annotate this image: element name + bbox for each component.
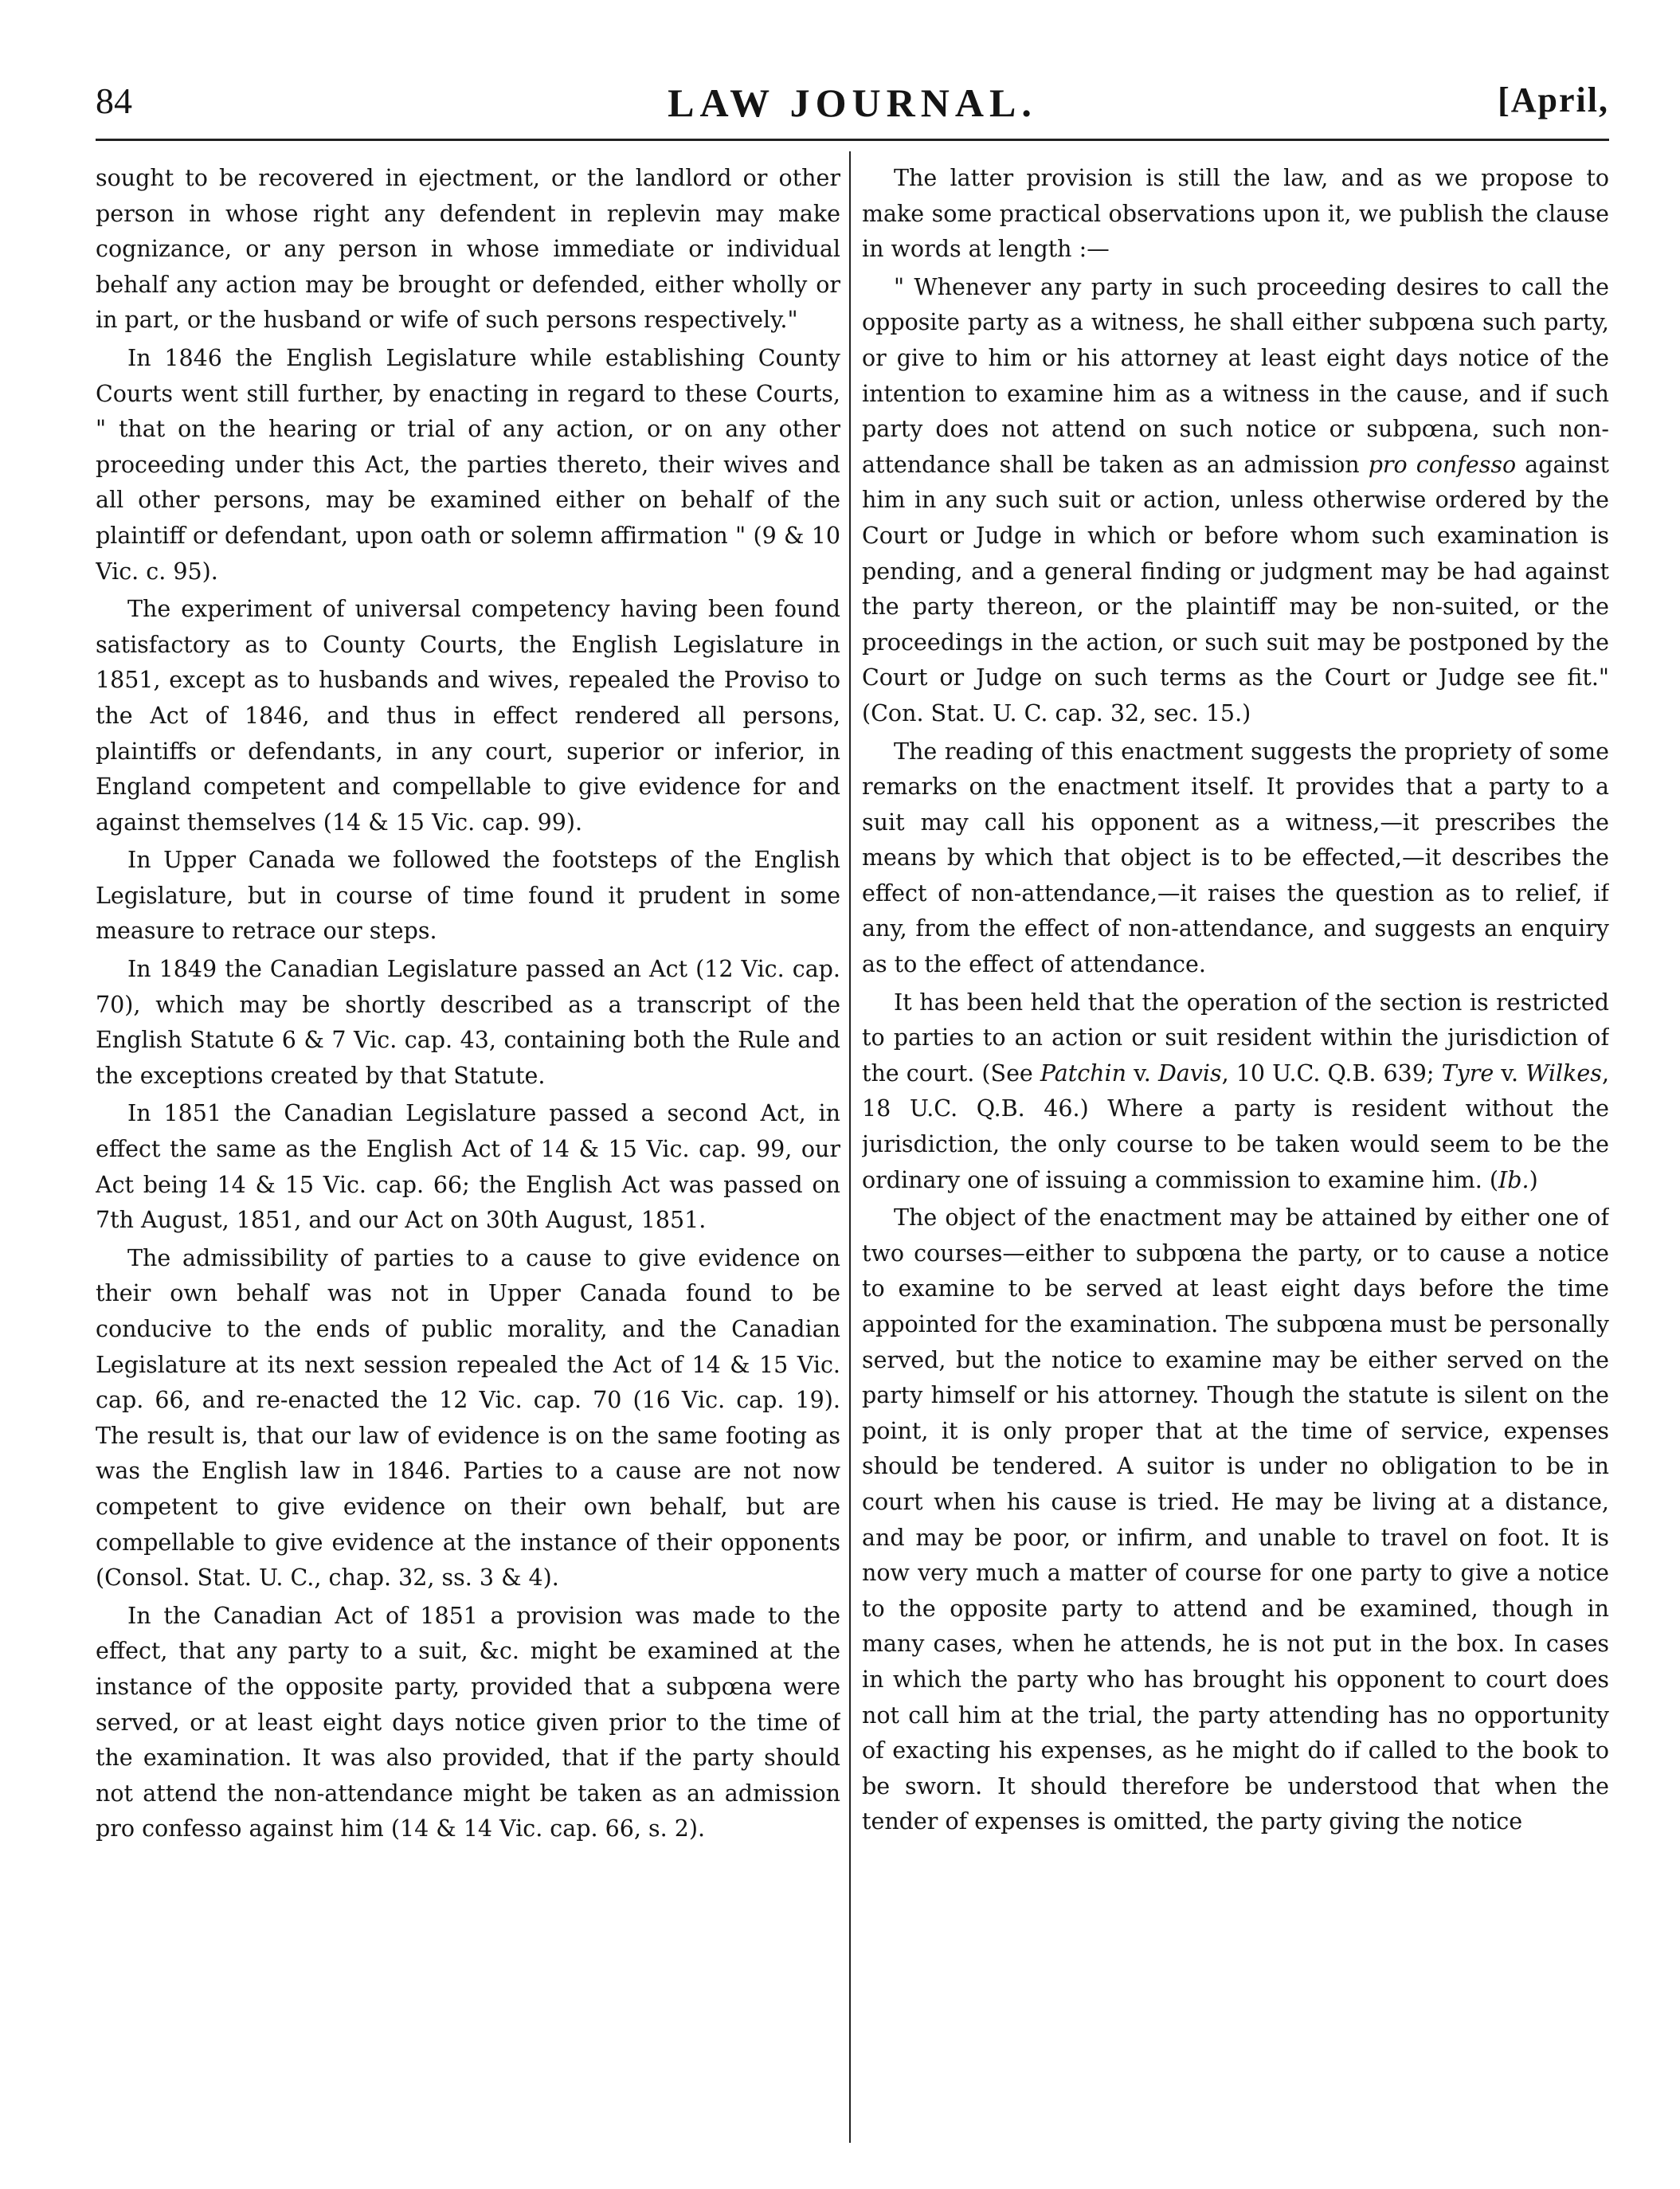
text: ) bbox=[1529, 1166, 1538, 1193]
paragraph: In 1846 the English Legislature while establishing County Courts went still further, by enacting in regard to these Courts, " that on the hearing or trial of any action, or on any other proceeding under this Act, the parties thereto, their wives and all other persons, may be examined either on behalf of the plaintiff or defendant, upon oath or solemn affirmation " (9 & 10 Vic. c. 95). bbox=[96, 344, 840, 585]
running-header bbox=[96, 80, 1609, 137]
text: v. bbox=[1126, 1059, 1158, 1087]
paragraph: The latter provision is still the law, and as we propose to make some practical observations upon it, we publish the clause in words at length :— bbox=[862, 165, 1609, 263]
paragraph: The object of the enactment may be attained by either one of two courses—either to subpœna the party, or to cause a notice to examine to be served at least eight days before the time appointed for the examination. The subpœna must be personally served, but the notice to examine may be either served on the party himself or his attorney. Though the statute is silent on the point, it is only proper that at the time of service, expenses should be tendered. A suitor is under no obligation to be in court when his cause is tried. He may be living at a distance, and may be poor, or infirm, and unable to travel on foot. It is now very much a matter of course for one party to give a notice to the opposite party to attend and be examined, though in many cases, when he attends, he is not put in the box. In cases in which the party who has brought his opponent to court does not call him at the trial, the party attending has no opportunity of exacting his expenses, as he might do if called to the book to be sworn. It should therefore be understood that when the tender of expenses is omitted, the party giving the notice bbox=[862, 1204, 1609, 1835]
text: , 10 U.C. Q.B. 639; bbox=[1221, 1059, 1442, 1087]
case-name: Wilkes bbox=[1525, 1059, 1602, 1087]
paragraph: In 1849 the Canadian Legislature passed an Act (12 Vic. cap. 70), which may be shortly described as a transcript of the English Statute 6 & 7 Vic. cap. 43, containing both the Rule and the exceptions created by that Statute. bbox=[96, 956, 840, 1089]
column-divider bbox=[849, 151, 851, 2143]
paragraph: The experiment of universal competency having been found satisfactory as to County Courts, the English Legislature in 1851, except as to husbands and wives, repealed the Proviso to the Act of 1846, and thus in effect rendered all persons, plaintiffs or defendants, in any court, superior or inferior, in England competent and compellable to give evidence for and against themselves (14 & 15 Vic. cap. 99). bbox=[96, 596, 840, 836]
page-number: 84 bbox=[96, 80, 132, 121]
paragraph: The reading of this enactment suggests the propriety of some remarks on the enactment itself. It provides that a party to a suit may call his opponent as a witness,—it prescribes the means by which that object is to be effected,—it describes the effect of non-attendance,—it raises the question as to relief, if any, from the effect of non-attendance, and suggests an enquiry as to the effect of attendance. bbox=[862, 738, 1609, 978]
right-column bbox=[862, 161, 1609, 2144]
header-rule bbox=[96, 139, 1609, 141]
text: v. bbox=[1494, 1059, 1526, 1087]
paragraph: In Upper Canada we followed the footsteps of the English Legislature, but in course of time found it prudent in some measure to retrace our steps. bbox=[96, 847, 840, 945]
case-name: Davis bbox=[1157, 1059, 1222, 1087]
paragraph: In the Canadian Act of 1851 a provision was made to the effect, that any party to a suit, &c. might be examined at the instance of the opposite party, provided that a subpœna were served, or at least eight days notice given prior to the time of the examination. It was also provided, that if the party should not attend the non-attendance might be taken as an admission pro confesso against him (14 & 14 Vic. cap. 66, s. 2). bbox=[96, 1602, 840, 1842]
latin-phrase: pro confesso bbox=[1368, 451, 1517, 478]
paragraph: In 1851 the Canadian Legislature passed a second Act, in effect the same as the English Act of 14 & 15 Vic. cap. 99, our Act being 14 & 15 Vic. cap. 66; the English Act was passed on 7th August, 1851, and our Act on 30th August, 1851. bbox=[96, 1100, 840, 1234]
journal-title: LAW JOURNAL. bbox=[668, 80, 1037, 125]
paragraph bbox=[862, 985, 1609, 1199]
issue-month: [April, bbox=[1498, 80, 1609, 119]
quote-text: " Whenever any party in such proceeding desires to call the opposite party as a witness, he shall either subpœna such party, or give to him or his attorney at least eight days notice of the intention to examine him as a witness in the cause, and if such party does not attend on such notice or subpœna, such non-attendance shall be taken as an admission bbox=[862, 273, 1609, 478]
text: , 18 U.C. Q.B. 46.) Where a party is resident without the jurisdiction, the only course to be taken would seem to be the ordinary one of issuing a commission to examine him. ( bbox=[862, 1059, 1609, 1193]
ibid: Ib. bbox=[1498, 1166, 1529, 1193]
case-name: Patchin bbox=[1040, 1059, 1127, 1087]
statute-quote bbox=[862, 270, 1609, 732]
paragraph: The admissibility of parties to a cause to give evidence on their own behalf was not in Upper Canada found to be conducive to the ends of public morality, and the Canadian Legislature at its next session repealed the Act of 14 & 15 Vic. cap. 66, and re-enacted the 12 Vic. cap. 70 (16 Vic. cap. 19). The result is, that our law of evidence is on the same footing as was the English law in 1846. Parties to a cause are not now competent to give evidence on their own behalf, but are compellable to give evidence at the instance of their opponents (Consol. Stat. U. C., chap. 32, ss. 3 & 4). bbox=[96, 1244, 840, 1592]
quote-text: against him in any such suit or action, unless otherwise ordered by the Court or Judge in which or before whom such examination is pending, and a general finding or judgment may be had against the party thereon, or the plaintiff may be non-suited, or the proceedings in the action, or such suit may be postponed by the Court or Judge on such terms as the Court or Judge see fit." (Con. Stat. U. C. cap. 32, sec. 15.) bbox=[862, 451, 1609, 726]
left-column bbox=[96, 161, 840, 2144]
text: It has been held that the operation of the section is restricted to parties to an action or suit resident within the jurisdiction of the court. (See bbox=[862, 989, 1609, 1087]
paragraph: sought to be recovered in ejectment, or the landlord or other person in whose right any defendent in replevin may make cognizance, or any person in whose immediate or individual behalf any action may be brought or defended, either wholly or in part, or the husband or wife of such persons respectively." bbox=[96, 165, 840, 334]
case-name: Tyre bbox=[1441, 1059, 1494, 1087]
